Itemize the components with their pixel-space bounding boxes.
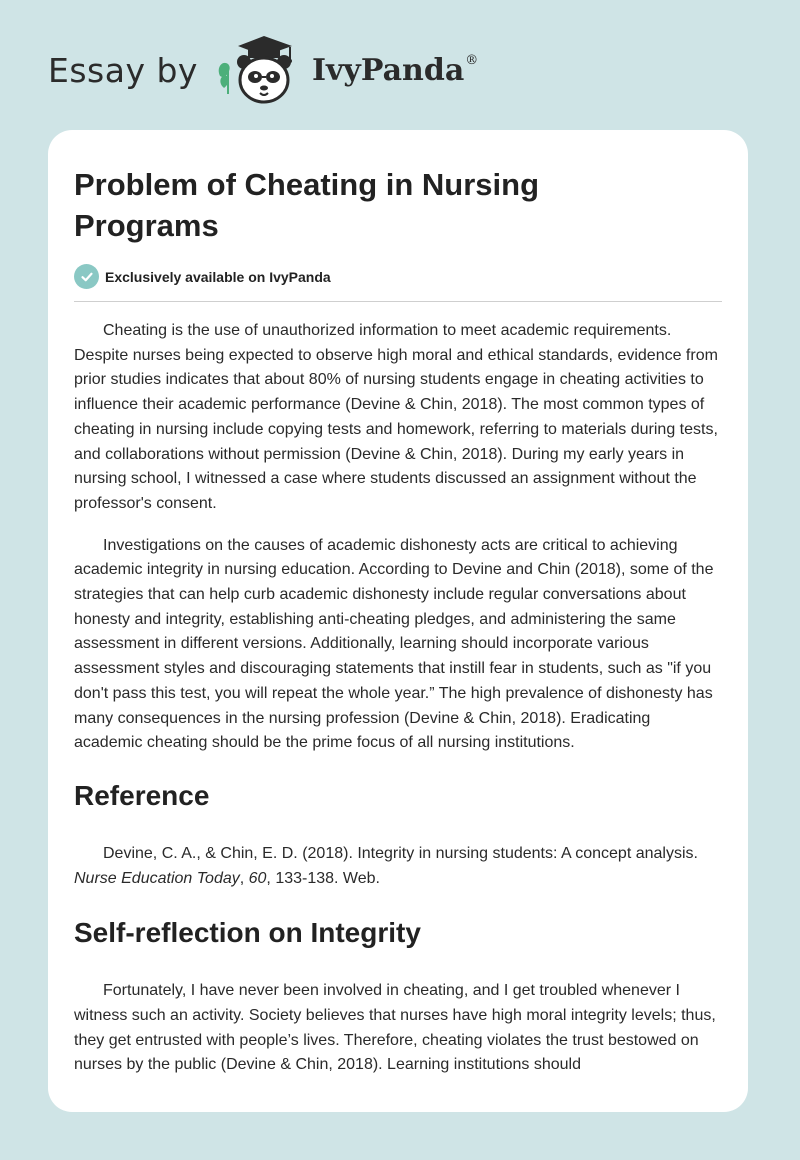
body-paragraph-3: Fortunately, I have never been involved in cheating, and I get troubled whenever I witness such an activity. Society believes that nurses have high moral integrity levels; thus, they get entrusted with people’s lives. Therefore, cheating violates the trust bestowed on nurses by the public (Devine & Chin, 2018). Learning institutions should	[74, 982, 716, 1074]
journal-title: Nurse Education Today	[74, 869, 240, 887]
essay-card	[48, 130, 748, 1112]
panda-logo-icon	[214, 30, 304, 110]
site-header	[48, 30, 748, 110]
reference-entry: Devine, C. A., & Chin, E. D. (2018). Integrity in nursing students: A concept analysis. Nurse Education Today, 60, 133-138. Web.	[74, 844, 698, 887]
exclusive-badge	[74, 264, 722, 302]
exclusive-badge-text: Exclusively available on IvyPanda	[105, 268, 331, 285]
page-title: Problem of Cheating in Nursing Programs	[74, 167, 540, 243]
journal-volume: 60	[248, 869, 267, 887]
check-icon	[74, 264, 99, 289]
reference-heading: Reference	[74, 779, 210, 811]
essay-by-label: Essay by	[48, 50, 198, 90]
body-paragraph-2: Investigations on the causes of academic dishonesty acts are critical to achieving academic integrity in nursing education. According to Devine and Chin (2018), some of the strategies that can help curb academic dishonesty include regular conversations about honesty and integrity, establishing anti-cheating pledges, and administering the same assessment in different versions. Additionally, learning should incorporate various assessment styles and discouraging statements that instill fear in students, such as "if you don't pass this test, you will repeat the whole year.” The high prevalence of dishonesty has many consequences in the nursing profession (Devine & Chin, 2018). Eradicating academic cheating should be the prime focus of all nursing institutions.	[74, 536, 714, 752]
self-reflection-heading: Self-reflection on Integrity	[74, 917, 421, 949]
ivypanda-brand[interactable]: IvyPanda®	[311, 52, 479, 88]
body-paragraph-1: Cheating is the use of unauthorized information to meet academic requirements. Despite nurses being expected to observe high moral and ethical standards, evidence from prior studies indicates that about 80% of nursing students engage in cheating activities to influence their academic performance (Devine & Chin, 2018). The most common types of cheating in nursing include copying tests and homework, referring to materials during tests, and collaborations without permission (Devine & Chin, 2018). During my early years in nursing school, I witnessed a case where students discussed an assignment without the professor's consent.	[74, 322, 718, 512]
